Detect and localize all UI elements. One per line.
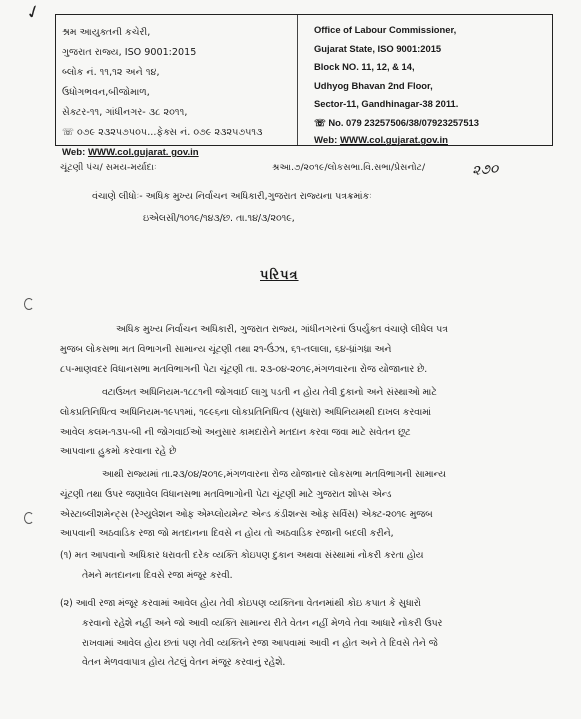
paragraph-line: વટાઉખત અધિનિયમ-૧૮૮૧ની જોગવાઈ લાગુ પડતી ન હોય તેવી દુકાનો અને સંસ્થાઓ માટે	[102, 387, 437, 398]
paragraph-line: આપવાના હુકમો કરવાના રહે છે	[60, 446, 177, 458]
paragraph-2	[60, 383, 437, 462]
web-label: Web:	[314, 135, 338, 146]
list-item-2	[60, 594, 442, 673]
web-link[interactable]: WWW.col.gujarat.gov.in	[339, 135, 448, 146]
paragraph-line: લોકપ્રતિનિધિત્વ અધિનિયમ-૧૯૫૧માં, ૧૯૯૬ના લોકપ્રતિનિધિત્વ (સુધારા) અધિનિયમથી દાખલ કરવામાં	[60, 406, 432, 418]
letterhead-gu-line-1: શ્રમ આયુક્તની કચેરી,	[62, 27, 151, 38]
letterhead-en-line-2: Gujarat State, ISO 9001:2015	[314, 42, 442, 54]
paragraph-line: આપવાની અઠવાડિક રજા જો મતદાનના દિવસે ન હોય તો અઠવાડિક રજાની બદલી કરીને,	[60, 528, 394, 540]
paragraph-line: રાખવામાં આવેલ હોય છતાં પણ તેવી વ્યક્તિને રજા આપવામાં આવી ન હોત અને તે દિવસે તેને જે	[82, 637, 438, 649]
paragraph-line: વેતન મેળવવાપાત્ર હોય તેટલું વેતન મંજૂર કરવાનું રહેશે.	[82, 657, 286, 669]
letterhead-gujarati	[62, 23, 294, 163]
letterhead-en-line-3: Block NO. 11, 12, & 14,	[314, 61, 415, 72]
letterhead-gu-line-3: બ્લોક નં. ૧૧,૧૨ અને ૧૪,	[62, 67, 160, 78]
paragraph-line: ચૂંટણી તથા ઉપર જણાવેલ વિધાનસભા મતવિભાગોની પેટા ચૂંટણી માટે ગુજરાત શોપ્સ એન્ડ	[60, 488, 392, 500]
paragraph-line: એસ્ટાબ્લીશમેન્ટ્સ (રેગ્યુલેશન ઓફ એમ્પ્લોયમેન્ટ એન્ડ કંડીશન્સ ઓફ સર્વિસ) એક્ટ-૨૦૧૯ મુજબ	[60, 508, 433, 520]
letterhead-gu-line-2: ગુજરાત રાજ્ય, ISO 9001:2015	[62, 47, 197, 58]
read-line-2: ઇએલસી/૧૦૧૯/૧૪૩/છ. તા.૧૪/૩/૨૦૧૯,	[143, 213, 295, 224]
letterhead-en-line-1: Office of Labour Commissioner,	[314, 24, 457, 35]
paragraph-line: ૮૫-માણવદર વિધાનસભા મતવિભાગની પેટા ચૂંટણી તા. ૨૩-૦૪-૨૦૧૯,મંગળવારના રોજ યોજાનાર છે.	[60, 363, 428, 375]
letterhead-english	[314, 21, 550, 151]
letterhead-gu-line-5: સેક્ટર-૧૧, ગાંધીનગર- ૩૮ ૨૦૧૧,	[62, 107, 188, 118]
paragraph-line: અધિક મુખ્ય નિર્વાચન અધિકારી, ગુજરાત રાજ્ય, ગાંધીનગરનાં ઉપર્યુક્ત વંચાણે લીધેલ પત્ર	[116, 324, 448, 335]
handwritten-number: ૨૭૦	[471, 160, 500, 180]
reference-right: શ્રઆ.૭/૨૦૧૯/લોકસભા.વિ.સભા/પ્રેસનોટ/	[272, 162, 426, 173]
paragraph-3	[60, 465, 446, 544]
paragraph-line: મુજબ લોકસભા મત વિભાગની સામાન્ય ચૂંટણી તથા ૨૧-ઉંઝા, ૬૧-તલાલા, ૬૪-ધ્રાંગધ્રા અને	[60, 343, 392, 355]
letterhead-en-line-4: Udhyog Bhavan 2nd Floor,	[314, 79, 433, 91]
document-title: પરિપત્ર	[260, 268, 299, 283]
letterhead-en-line-5: Sector-11, Gandhinagar-38 2011.	[314, 98, 459, 109]
web-link[interactable]: WWW.col.gujarat. gov.in	[87, 147, 199, 158]
paragraph-line: કરવાનો રહેશે નહીં અને જો આવી વ્યક્તિ સામાન્ય રીતે વેતન નહીં મેળવે તેવા આધારે નોકરી ઉપર	[82, 617, 443, 629]
paragraph-line: (૨) આવી રજા મંજૂર કરવામાં આવેલ હોય તેવી કોઇપણ વ્યક્તિના વેતનમાંથી કોઇ કપાત કે સુધારો	[60, 598, 421, 609]
letterhead-divider	[297, 15, 298, 145]
letterhead-en-line-6: ☏ No. 079 23257506/38/07923257513	[314, 116, 479, 128]
letterhead-en-web	[314, 132, 550, 151]
letterhead-box	[55, 14, 553, 158]
reference-left: ચૂંટણી પંચ/ સમય-મર્યાદાઃ	[60, 162, 157, 173]
paragraph-line: (૧) મત આપવાનો અધિકાર ધરાવતી દરેક વ્યક્તિ કોઇપણ દુકાન અથવા સંસ્થામાં નોકરી કરતા હોય	[60, 550, 424, 561]
check-mark-icon: ✓	[22, 0, 45, 25]
paragraph-line: આવેલ કલમ-૧૩૫-બી ની જોગવાઈઓ અનુસાર કામદારોને મતદાન કરવા જવા માટે સવેતન છૂટ	[60, 426, 411, 438]
paragraph-line: આથી રાજ્યમાં તા.૨૩/૦૪/૨૦૧૯,મંગળવારના રોજ યોજાનાર લોકસભા મતવિભાગની સામાન્ય	[102, 469, 446, 480]
letterhead-gu-line-6: ☏ ૦૭૯ ૨૩૨૫૭૫૦૫...ફેક્સ નં. ૦૭૯ ૨૩૨૫૭૫૧૩	[62, 127, 263, 138]
web-label: Web:	[62, 147, 86, 158]
letterhead-gu-line-4: ઉધોગભવન,બીજોમાળ,	[62, 87, 150, 98]
read-line-1: વંચાણે લીધોઃ- અધિક મુખ્ય નિર્વાચન અધિકારી,ગુજરાત રાજ્યના પત્રક્રમાંકઃ	[92, 191, 372, 202]
list-item-1	[60, 546, 423, 586]
punch-hole-icon	[24, 512, 34, 524]
paragraph-1	[60, 320, 448, 379]
paragraph-line: તેમને મતદાનના દિવસે રજા મંજૂર કરવી.	[82, 569, 233, 581]
punch-hole-icon	[24, 298, 34, 310]
